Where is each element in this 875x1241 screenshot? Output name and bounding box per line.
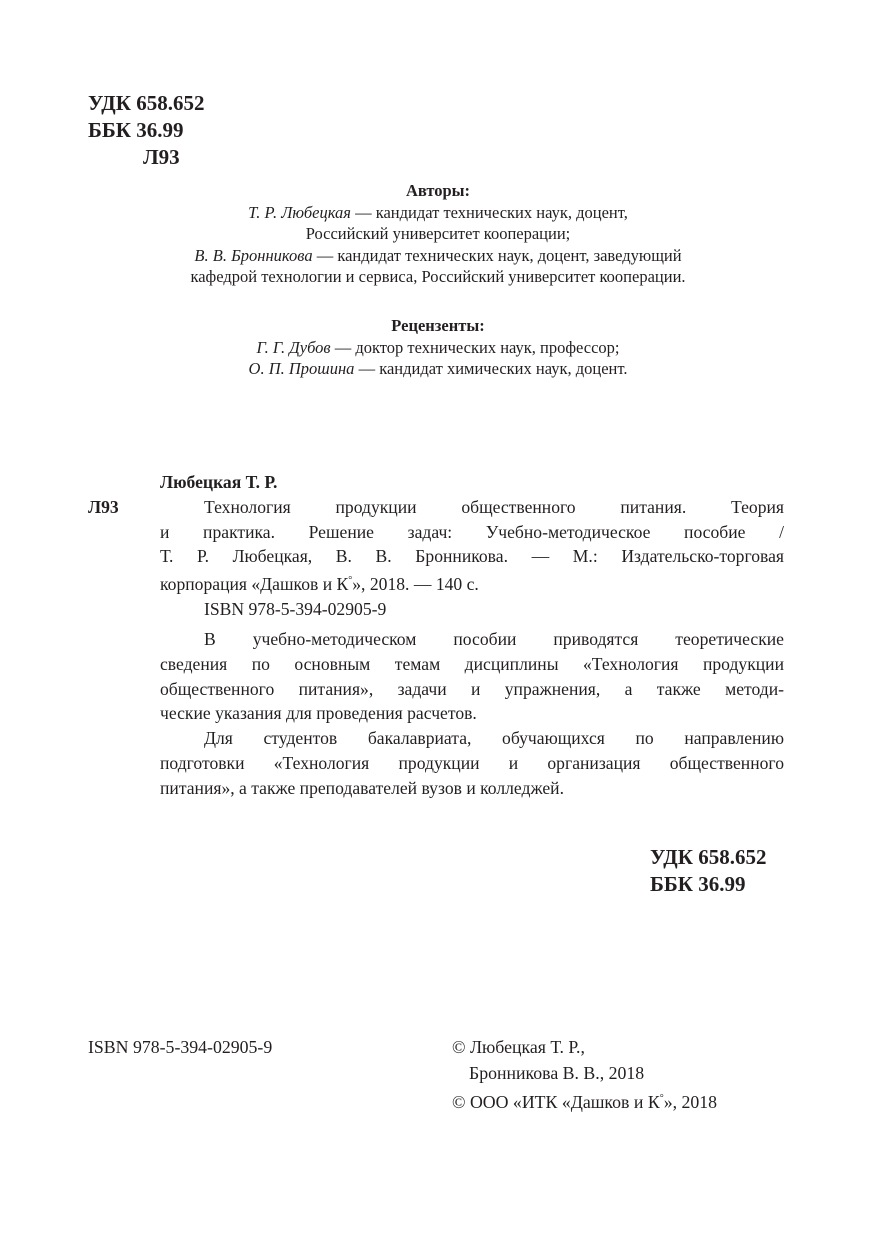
reviewer-1-line (88, 337, 788, 359)
author-1-name: Т. Р. Любецкая (248, 202, 351, 222)
authors-heading: Авторы: (405, 181, 471, 200)
copyright-authors: © Любецкая Т. Р., (452, 1037, 585, 1057)
author-1-affiliation: Российский университет кооперации; (305, 224, 571, 243)
bottom-isbn: ISBN 978-5-394-02905-9 (88, 1037, 273, 1057)
abstract-line-1: В учебно-методическом пособии приводятся теоретические (204, 629, 784, 650)
audience-line-3: питания», а также преподавателей вузов и колледжей. (160, 777, 564, 798)
abstract-line-2: сведения по основным темам дисциплины «Технология продукции (160, 654, 784, 675)
copyright-authors-cont: Бронникова В. В., 2018 (469, 1063, 645, 1083)
reviewer-2-line (88, 358, 788, 380)
bbk-code-bottom: ББК 36.99 (650, 872, 746, 896)
abstract-line-3: общественного питания», задачи и упражнения, а также методи- (160, 678, 784, 699)
abstract-line-4: ческие указания для проведения расчетов. (160, 703, 477, 724)
reviewers-heading: Рецензенты: (391, 316, 485, 335)
author-1-desc: — кандидат технических наук, доцент, (350, 202, 628, 222)
reviewers-block (88, 315, 788, 380)
reviewer-1-name: Г. Г. Дубов (256, 337, 331, 357)
author-2-name: В. В. Бронникова (194, 245, 313, 265)
copyright-degree-mark: ° (659, 1093, 664, 1104)
author-mark-top: Л93 (143, 145, 180, 169)
reviewer-2-desc: — кандидат химических наук, доцент. (354, 359, 628, 378)
copyright-publisher-b: », 2018 (663, 1091, 718, 1112)
udk-code-bottom: УДК 658.652 (650, 845, 767, 869)
catalog-title-line-2: и практика. Решение задач: Учебно-методическое пособие / (160, 521, 784, 542)
catalog-title-line-1: Технология продукции общественного питания. Теория (204, 497, 784, 517)
author-2-affiliation: кафедрой технологии и сервиса, Российский университет кооперации. (190, 267, 686, 286)
author-1-line (88, 202, 788, 224)
catalog-title-line-3: Т. Р. Любецкая, В. В. Бронникова. — М.: Издательско-торговая (160, 546, 784, 567)
catalog-publisher-a: корпорация «Дашков и К (160, 573, 349, 594)
catalog-isbn: ISBN 978-5-394-02905-9 (204, 598, 387, 619)
catalog-author-heading: Любецкая Т. Р. (160, 472, 278, 492)
catalog-publisher-b: », 2018. — 140 с. (352, 573, 479, 594)
authors-block (88, 180, 788, 288)
catalog-title-line-4 (160, 569, 784, 597)
catalog-degree-mark: ° (348, 575, 353, 587)
udk-code-top: УДК 658.652 (88, 91, 205, 115)
catalog-author-mark: Л93 (88, 497, 119, 517)
reviewer-2-name: О. П. Прошина (248, 359, 355, 378)
author-2-line (88, 245, 788, 267)
audience-line-2: подготовки «Технология продукции и организация общественного (160, 752, 784, 773)
copyright-publisher-a: © ООО «ИТК «Дашков и К (452, 1091, 660, 1112)
bbk-code-top: ББК 36.99 (88, 118, 184, 142)
audience-line-1: Для студентов бакалавриата, обучающихся по направлению (204, 728, 784, 749)
copyright-publisher (452, 1087, 717, 1114)
reviewer-1-desc: — доктор технических наук, профессор; (330, 337, 620, 357)
catalog-description (160, 495, 784, 800)
author-2-desc: — кандидат технических наук, доцент, заведующий (312, 245, 682, 265)
